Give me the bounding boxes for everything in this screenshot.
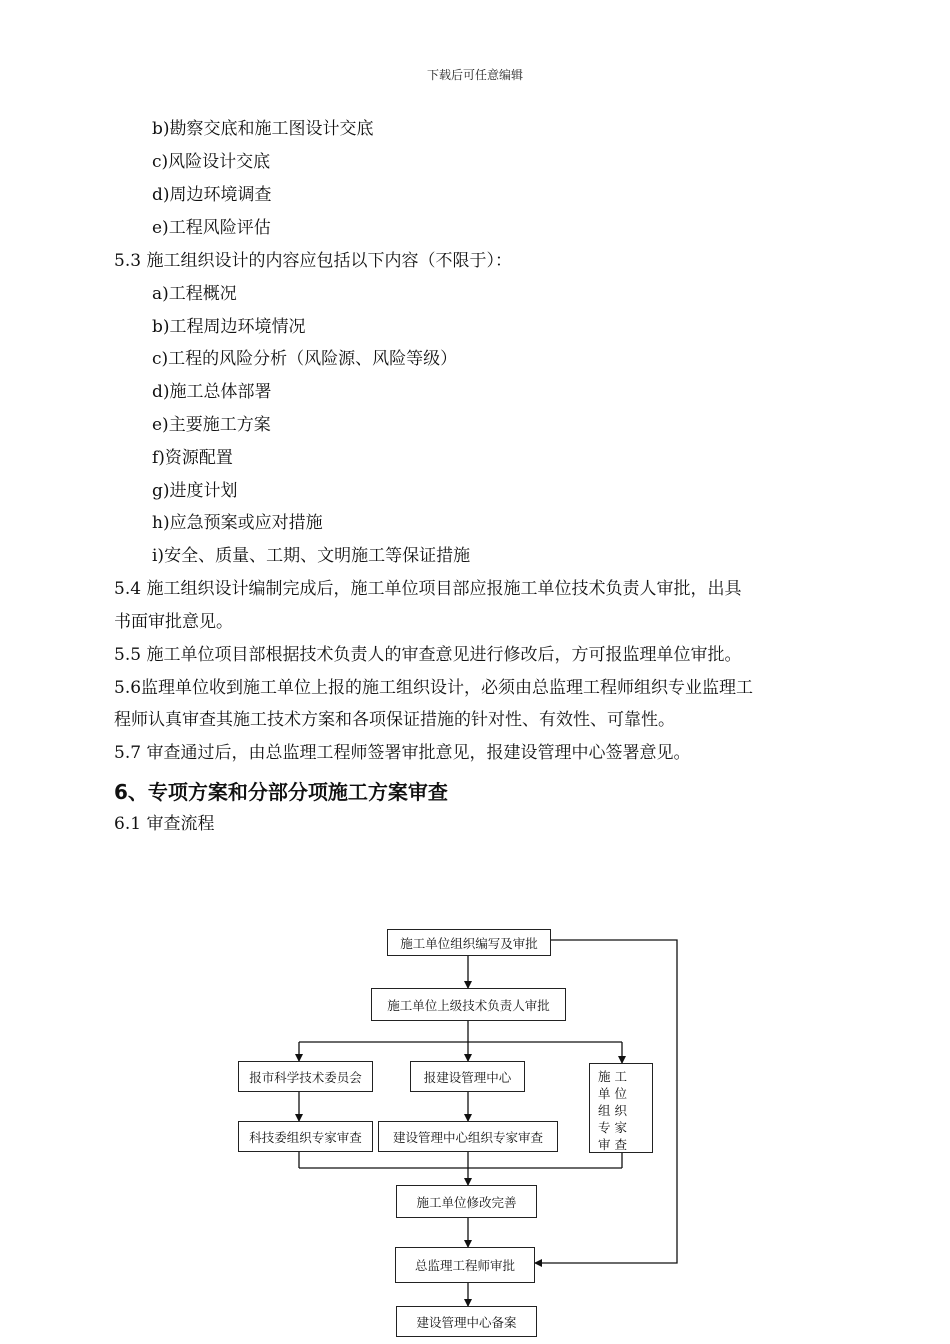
subsection-title: 6.1 审查流程 [114, 814, 215, 834]
flow-box-compile-approve: 施工单位组织编写及审批 [387, 929, 551, 956]
paragraph: 书面审批意见。 [114, 612, 233, 632]
paragraph: 5.6监理单位收到施工单位上报的施工组织设计，必须由总监理工程师组织专业监理工 [114, 678, 754, 698]
list-item: b)勘察交底和施工图设计交底 [152, 119, 374, 139]
flow-box-revise: 施工单位修改完善 [396, 1185, 537, 1218]
list-item: c)风险设计交底 [152, 152, 271, 172]
list-item: i)安全、质量、工期、文明施工等保证措施 [152, 546, 471, 566]
list-item: h)应急预案或应对措施 [152, 513, 323, 533]
list-item: a)工程概况 [152, 284, 237, 304]
page-header: 下载后可任意编辑 [426, 68, 523, 82]
flow-box-contractor-expert-review: 施工单位组织专家审查 [589, 1063, 653, 1153]
list-item: b)工程周边环境情况 [152, 317, 306, 337]
paragraph: 5.4 施工组织设计编制完成后，施工单位项目部应报施工单位技术负责人审批，出具 [114, 579, 742, 599]
list-item: f)资源配置 [152, 448, 233, 468]
flow-box-filing: 建设管理中心备案 [396, 1306, 537, 1337]
list-item: d)施工总体部署 [152, 382, 272, 402]
flow-box-committee-expert-review: 科技委组织专家审查 [238, 1121, 373, 1152]
section-heading: 6、专项方案和分部分项施工方案审查 [114, 780, 448, 804]
list-item: g)进度计划 [152, 481, 238, 501]
list-item: c)工程的风险分析（风险源、风险等级） [152, 349, 458, 369]
flow-box-construction-center: 报建设管理中心 [410, 1061, 525, 1092]
paragraph: 5.7 审查通过后，由总监理工程师签署审批意见，报建设管理中心签署意见。 [114, 743, 691, 763]
list-item: d)周边环境调查 [152, 185, 272, 205]
list-item: e)工程风险评估 [152, 218, 271, 238]
flow-box-science-committee: 报市科学技术委员会 [238, 1061, 373, 1092]
flow-box-superior-approval: 施工单位上级技术负责人审批 [371, 988, 566, 1021]
flow-box-chief-supervisor-approval: 总监理工程师审批 [395, 1247, 535, 1283]
paragraph: 程师认真审查其施工技术方案和各项保证措施的针对性、有效性、可靠性。 [114, 710, 675, 730]
flow-box-center-expert-review: 建设管理中心组织专家审查 [378, 1121, 558, 1152]
list-item: e)主要施工方案 [152, 415, 271, 435]
paragraph: 5.3 施工组织设计的内容应包括以下内容（不限于）： [114, 251, 512, 271]
paragraph: 5.5 施工单位项目部根据技术负责人的审查意见进行修改后，方可报监理单位审批。 [114, 645, 742, 665]
